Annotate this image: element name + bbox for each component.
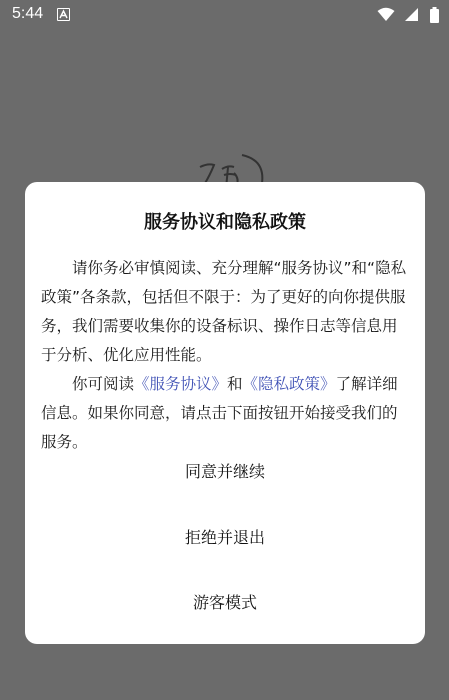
privacy-dialog <box>25 182 425 644</box>
guest-mode-button[interactable]: 游客模式 <box>192 593 257 612</box>
battery-icon <box>430 7 439 27</box>
service-agreement-link[interactable]: 《服务协议》 <box>134 375 228 393</box>
links-paragraph <box>41 370 409 457</box>
cellular-signal-icon <box>404 7 419 26</box>
status-bar <box>0 0 449 30</box>
wifi-icon <box>377 7 395 26</box>
terms-paragraph: 请你务必审慎阅读、充分理解“服务协议”和“隐私政策”各条款，包括但不限于：为了更好的向你提供服务，我们需要收集你的设备标识、操作日志等信息用于分析、优化应用性能。 <box>41 259 407 364</box>
dialog-title: 服务协议和隐私政策 <box>144 212 306 233</box>
status-icons <box>377 6 439 24</box>
dialog-body <box>41 254 409 457</box>
p2-suffix: 了解详细信息。如果你同意，请点击下面按钮开始接受我们的服务。 <box>41 375 398 451</box>
reject-exit-button[interactable]: 拒绝并退出 <box>184 528 265 547</box>
agree-continue-button[interactable]: 同意并继续 <box>184 462 265 481</box>
status-time: 5:44 <box>12 5 44 22</box>
p2-and: 和 <box>227 375 243 393</box>
p2-prefix: 你可阅读 <box>72 375 135 393</box>
privacy-policy-link[interactable]: 《隐私政策》 <box>242 375 336 393</box>
text-a-icon <box>57 8 70 21</box>
